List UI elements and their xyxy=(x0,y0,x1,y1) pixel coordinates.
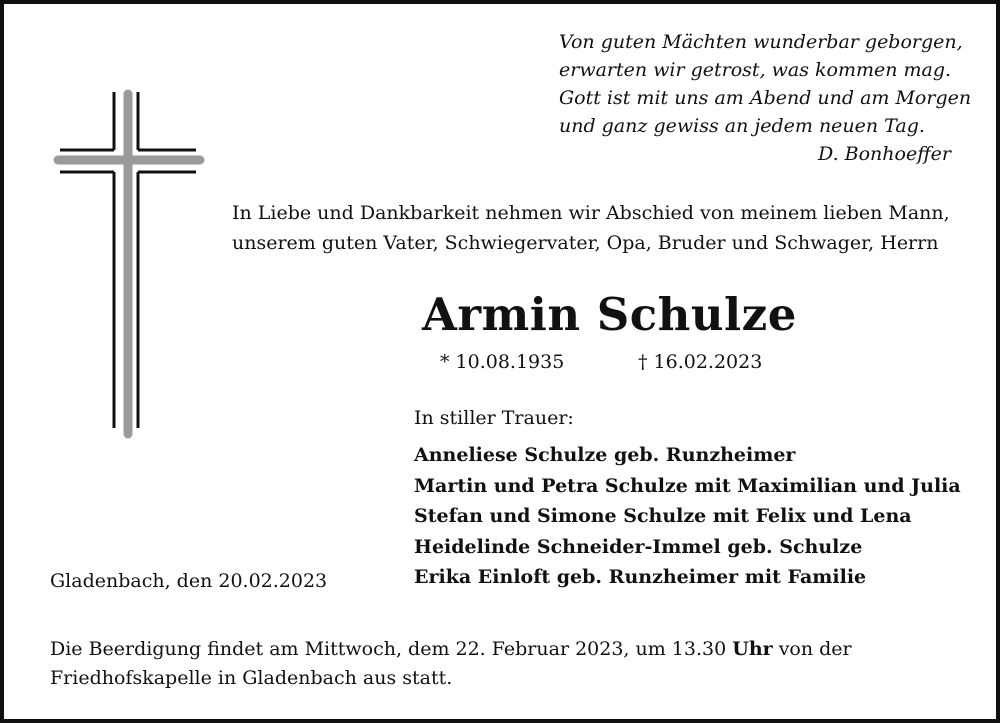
funeral-text: Die Beerdigung findet am Mittwoch, dem 22. Februar 2023, um 13.30 xyxy=(50,638,733,660)
quote-line: Von guten Mächten wunderbar geborgen, xyxy=(559,31,963,53)
place-and-date: Gladenbach, den 20.02.2023 xyxy=(50,570,328,592)
quote-author: D. Bonhoeffer xyxy=(818,143,951,165)
quote-line: Gott ist mit uns am Abend und am Morgen xyxy=(559,87,972,109)
birth-date: * 10.08.1935 xyxy=(440,351,565,373)
farewell-intro xyxy=(232,198,992,258)
intro-line: In Liebe und Dankbarkeit nehmen wir Abschied von meinem lieben Mann, xyxy=(232,202,950,224)
mourner-entry: Erika Einloft geb. Runzheimer mit Familie xyxy=(414,566,867,588)
quote-line: und ganz gewiss an jedem neuen Tag. xyxy=(559,115,925,137)
funeral-notice xyxy=(50,635,970,693)
quote-line: erwarten wir getrost, was kommen mag. xyxy=(559,59,952,81)
death-date: † 16.02.2023 xyxy=(638,351,763,373)
mourner-entry: Heidelinde Schneider-Immel geb. Schulze xyxy=(414,535,863,558)
bonhoeffer-quote xyxy=(559,28,972,168)
funeral-time-unit: Uhr xyxy=(732,638,773,660)
mourner-entry: Anneliese Schulze geb. Runzheimer xyxy=(414,444,796,466)
deceased-name: Armin Schulze xyxy=(422,288,797,341)
cross-icon xyxy=(50,88,210,440)
mourners-list xyxy=(414,440,961,593)
funeral-text: von der xyxy=(772,638,852,660)
mourners-heading: In stiller Trauer: xyxy=(414,407,574,429)
funeral-line-2: Friedhofskapelle in Gladenbach aus statt. xyxy=(50,667,453,689)
funeral-line-1 xyxy=(50,635,970,664)
intro-line: unserem guten Vater, Schwiegervater, Opa, Bruder und Schwager, Herrn xyxy=(232,232,939,254)
mourner-entry: Stefan und Simone Schulze mit Felix und Lena xyxy=(414,505,912,527)
mourner-entry: Martin und Petra Schulze mit Maximilian und Julia xyxy=(414,474,961,497)
